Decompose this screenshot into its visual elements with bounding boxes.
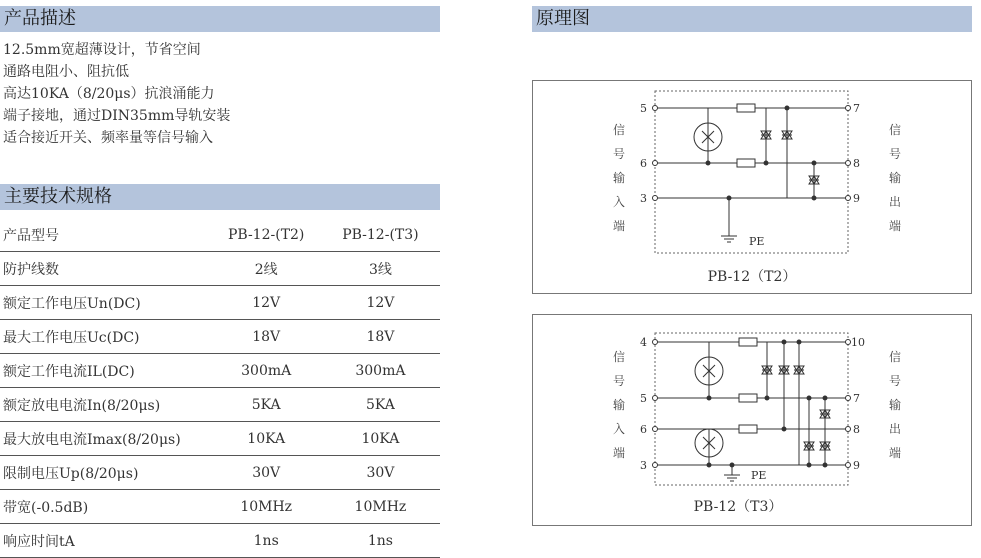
pin-number: 3 [640,459,647,472]
side-label-char: 号 [889,147,902,161]
pin-number: 5 [640,392,647,405]
schematic-t3 [532,314,972,526]
pin-number: 9 [853,459,860,472]
spec-value-t2: 30V [212,456,321,490]
spec-label: 额定放电电流In(8/20μs) [0,388,212,422]
terminal-icon [846,340,851,345]
description-list [3,39,230,149]
section-title: 主要技术规格 [4,186,112,207]
pin-number: 3 [640,192,647,205]
pin-number: 7 [853,392,860,405]
terminal-icon [846,463,851,468]
pin-number: 5 [640,102,647,115]
spec-value-t3: 12V [321,286,440,320]
resistor-symbol [739,394,757,402]
table-row [0,422,440,456]
spec-value-t3: 30V [321,456,440,490]
side-label-char: 输 [613,171,626,185]
spec-value-t3: PB-12-(T3) [321,218,440,252]
pin-number: 10 [851,336,865,349]
spec-value-t3: 300mA [321,354,440,388]
table-row [0,252,440,286]
junction-dot [764,161,768,165]
spec-label: 响应时间tA [0,524,212,558]
junction-dot [797,340,801,344]
terminal-icon [653,396,658,401]
section-title: 产品描述 [4,8,76,29]
spec-value-t3: 10MHz [321,490,440,524]
side-label-char: 号 [613,147,626,161]
junction-dot [812,196,816,200]
side-label-char: 端 [889,446,902,460]
junction-dot [823,463,827,467]
resistor-symbol [737,104,755,112]
schematic-t2-drawing [533,81,971,293]
side-label-char: 入 [613,422,626,436]
junction-dot [812,161,816,165]
schematic-caption: PB-12（T3） [693,499,783,515]
table-row [0,320,440,354]
spec-value-t2: 12V [212,286,321,320]
spec-value-t2: 10MHz [212,490,321,524]
schematic-t3-drawing [533,315,971,525]
description-line: 12.5mm宽超薄设计，节省空间 [3,42,201,58]
pin-number: 7 [853,102,860,115]
junction-dot [765,396,769,400]
side-label-char: 输 [889,398,902,412]
spec-value-t2: 300mA [212,354,321,388]
terminal-icon [653,463,658,468]
section-header-specs [0,184,440,210]
spec-label: 防护线数 [0,252,212,286]
side-label-char: 端 [613,446,626,460]
schematic-circuit [653,91,851,253]
table-row [0,490,440,524]
resistor-symbol [737,159,755,167]
description-line: 通路电阻小、阻抗低 [3,64,129,80]
table-row [0,354,440,388]
spec-value-t2: 2线 [212,252,321,286]
terminal-icon [846,427,851,432]
junction-dot [730,463,734,467]
side-label-char: 端 [613,219,626,233]
resistor-symbol [739,338,757,346]
enclosure-outline [655,333,848,485]
side-label-char: 输 [889,171,902,185]
pin-number: 6 [640,157,647,170]
terminal-icon [653,340,658,345]
junction-dot [782,427,786,431]
section-header-description [0,6,440,32]
pin-number: 8 [853,423,860,436]
table-row [0,218,440,252]
junction-dot [706,161,710,165]
spec-value-t2: 1ns [212,524,321,558]
spec-value-t3: 3线 [321,252,440,286]
side-label-char: 出 [889,195,902,209]
side-label-char: 信 [613,123,626,137]
terminal-icon [846,196,851,201]
pin-number: 9 [853,192,860,205]
spec-value-t3: 1ns [321,524,440,558]
spec-label: 额定工作电压Un(DC) [0,286,212,320]
spec-label: 限制电压Up(8/20μs) [0,456,212,490]
spec-label: 最大放电电流Imax(8/20μs) [0,422,212,456]
description-line: 适合接近开关、频率量等信号输入 [3,130,213,146]
junction-dot [807,396,811,400]
junction-dot [807,463,811,467]
side-label-char: 输 [613,398,626,412]
pe-label: PE [751,469,767,482]
table-row [0,388,440,422]
spec-value-t3: 18V [321,320,440,354]
spec-label: 带宽(-0.5dB) [0,490,212,524]
spec-value-t2: 10KA [212,422,321,456]
enclosure-outline [655,91,848,253]
side-label-char: 号 [613,374,626,388]
resistor-symbol [739,425,757,433]
table-row [0,524,440,558]
spec-table [0,218,440,558]
terminal-icon [653,196,658,201]
pin-number: 6 [640,423,647,436]
spec-value-t3: 10KA [321,422,440,456]
terminal-icon [846,106,851,111]
side-label-char: 信 [889,123,902,137]
junction-dot [823,396,827,400]
terminal-icon [653,427,658,432]
spec-value-t3: 5KA [321,388,440,422]
spec-label: 最大工作电压Uc(DC) [0,320,212,354]
side-label-char: 信 [889,350,902,364]
side-label-char: 信 [613,350,626,364]
junction-dot [707,463,711,467]
table-row [0,286,440,320]
spec-value-t2: PB-12-(T2) [212,218,321,252]
spec-label: 额定工作电流IL(DC) [0,354,212,388]
schematic-t2 [532,80,972,294]
spec-label: 产品型号 [0,218,212,252]
pe-label: PE [749,235,765,248]
table-row [0,456,440,490]
side-label-char: 号 [889,374,902,388]
terminal-icon [653,106,658,111]
schematic-circuit [653,333,851,485]
schematic-caption: PB-12（T2） [707,269,797,285]
spec-value-t2: 18V [212,320,321,354]
section-header-schematic [532,6,972,32]
side-label-char: 出 [889,422,902,436]
section-title: 原理图 [536,8,590,29]
side-label-char: 端 [889,219,902,233]
junction-dot [782,340,786,344]
spec-value-t2: 5KA [212,388,321,422]
description-line: 高达10KA（8/20μs）抗浪涌能力 [3,86,215,102]
description-line: 端子接地，通过DIN35mm导轨安装 [3,108,231,124]
terminal-icon [653,161,658,166]
side-label-char: 入 [613,195,626,209]
pin-number: 8 [853,157,860,170]
terminal-icon [846,161,851,166]
junction-dot [727,196,731,200]
terminal-icon [846,396,851,401]
pin-number: 4 [640,336,647,349]
junction-dot [707,396,711,400]
junction-dot [785,106,789,110]
